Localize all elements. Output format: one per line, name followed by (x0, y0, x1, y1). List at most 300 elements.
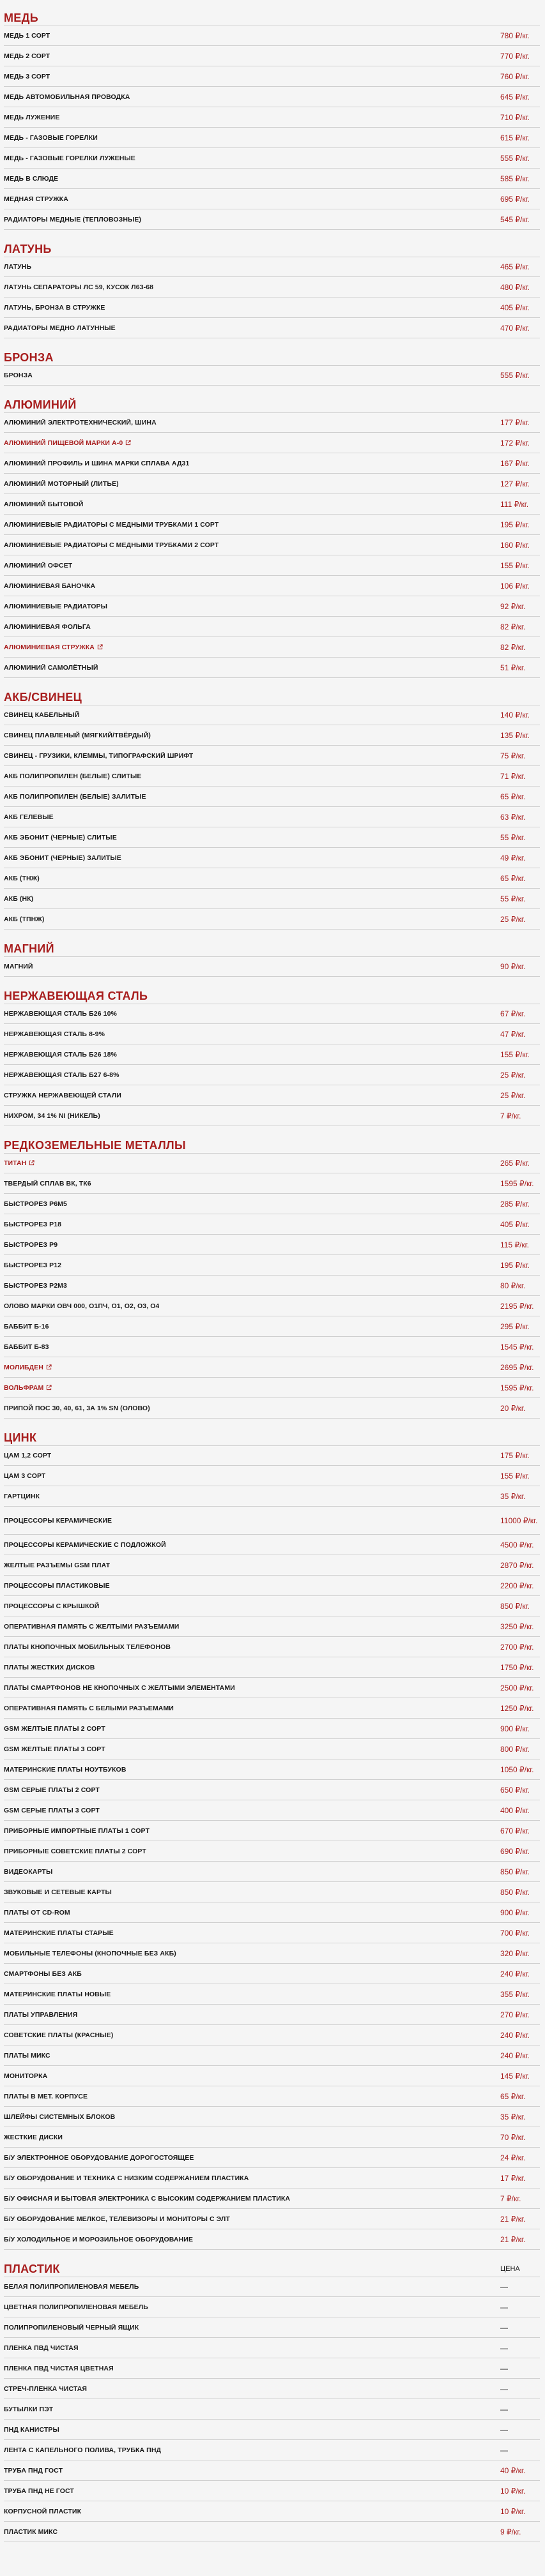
item-price: 55 ₽/кг. (500, 894, 526, 903)
item-price: 760 ₽/кг. (500, 72, 530, 81)
item-price: 67 ₽/кг. (500, 1009, 526, 1018)
category-header (4, 941, 540, 956)
price-row (4, 298, 540, 318)
item-price: 10 ₽/кг. (500, 2506, 526, 2516)
price-row (4, 277, 540, 298)
item-name-cell (4, 1888, 112, 1896)
item-name-cell (4, 2508, 81, 2515)
item-price: — (500, 2445, 508, 2455)
price-row (4, 1276, 540, 1296)
item-price: 7 ₽/кг. (500, 2194, 521, 2203)
item-price: — (500, 2404, 508, 2414)
item-name: ПЛАСТИК МИКС (4, 2527, 58, 2536)
price-row (4, 2086, 540, 2107)
item-name-cell (4, 1051, 117, 1058)
price-row (4, 453, 540, 474)
price-row (4, 2229, 540, 2250)
item-price: 2195 ₽/кг. (500, 1301, 534, 1311)
item-price: 49 ₽/кг. (500, 853, 526, 862)
item-name[interactable]: АЛЮМИНИЙ ПИЩЕВОЙ МАРКИ А-0 (4, 439, 123, 447)
item-price: 710 ₽/кг. (500, 112, 530, 122)
price-row (4, 2420, 540, 2440)
category-spacer (4, 2250, 540, 2261)
item-name-cell (4, 1517, 112, 1525)
item-price: 465 ₽/кг. (500, 262, 530, 271)
item-name-cell (4, 2324, 139, 2331)
price-row (4, 1841, 540, 1862)
item-name: СВИНЕЦ ПЛАВЛЕНЫЙ (МЯГКИЙ/ТВЁРДЫЙ) (4, 731, 151, 739)
item-name: МАТЕРИНСКИЕ ПЛАТЫ НОУТБУКОВ (4, 1765, 127, 1774)
price-row (4, 257, 540, 277)
item-name-cell (4, 603, 107, 610)
item-name-cell (4, 52, 50, 60)
price-row (4, 515, 540, 535)
item-price: 172 ₽/кг. (500, 438, 530, 448)
item-price: 11000 ₽/кг. (500, 1516, 538, 1525)
price-row (4, 1004, 540, 1024)
price-row (4, 2399, 540, 2420)
price-row (4, 1984, 540, 2005)
price-row (4, 2107, 540, 2127)
item-name: ПРОЦЕССОРЫ КЕРАМИЧЕСКИЕ (4, 1516, 112, 1525)
item-name-cell (4, 1562, 110, 1569)
item-name: МЕДЬ ЛУЖЕНИЕ (4, 113, 60, 121)
item-name: ПЛЕНКА ПВД ЧИСТАЯ ЦВЕТНАЯ (4, 2364, 114, 2372)
price-row (4, 746, 540, 766)
price-row (4, 1964, 540, 1984)
item-price: 670 ₽/кг. (500, 1826, 530, 1835)
category-header (4, 241, 540, 257)
item-price: 167 ₽/кг. (500, 458, 530, 468)
external-link-icon[interactable] (46, 1364, 52, 1370)
item-name: ТРУБА ПНД НЕ ГОСТ (4, 2487, 74, 2495)
price-row (4, 1486, 540, 1507)
price-row (4, 2209, 540, 2229)
price-row (4, 1657, 540, 1678)
item-name-cell (4, 1241, 58, 1249)
item-name: ПРОЦЕССОРЫ С КРЫШКОЙ (4, 1602, 100, 1610)
item-price: 355 ₽/кг. (500, 1989, 530, 1999)
item-name: GSM ЖЕЛТЫЕ ПЛАТЫ 3 СОРТ (4, 1745, 105, 1753)
price-row (4, 1255, 540, 1276)
item-price: — (500, 2425, 508, 2434)
item-name-cell (4, 1302, 159, 1310)
item-price: 82 ₽/кг. (500, 642, 526, 652)
item-name-cell (4, 1786, 100, 1794)
price-row (4, 1044, 540, 1065)
item-name: ВИДЕОКАРТЫ (4, 1867, 53, 1876)
price-row (4, 1085, 540, 1106)
price-row (4, 2025, 540, 2045)
item-price: 24 ₽/кг. (500, 2153, 526, 2162)
item-price: 75 ₽/кг. (500, 751, 526, 760)
price-row (4, 128, 540, 148)
item-price: — (500, 2302, 508, 2312)
price-row[interactable] (4, 1378, 540, 1398)
item-price: 21 ₽/кг. (500, 2214, 526, 2224)
category-title: АКБ/СВИНЕЦ (4, 690, 82, 704)
item-name-cell (4, 1092, 121, 1099)
category-magniy (4, 941, 540, 977)
item-price: — (500, 2323, 508, 2332)
item-name-cell (4, 480, 119, 488)
category-spacer (4, 1126, 540, 1138)
category-header (4, 10, 540, 26)
item-name-cell (4, 501, 84, 508)
price-row (4, 2148, 540, 2168)
price-row (4, 1698, 540, 1719)
item-price: 1250 ₽/кг. (500, 1703, 534, 1713)
item-price: 690 ₽/кг. (500, 1846, 530, 1856)
item-name[interactable]: МОЛИБДЕН (4, 1363, 43, 1371)
item-price: 295 ₽/кг. (500, 1322, 530, 1331)
item-price: 140 ₽/кг. (500, 711, 530, 719)
item-name-cell (4, 2385, 87, 2393)
price-row (4, 1780, 540, 1800)
price-row (4, 725, 540, 746)
item-price: 770 ₽/кг. (500, 51, 530, 61)
price-row[interactable] (4, 1357, 540, 1378)
item-name: АЛЮМИНИЕВАЯ ФОЛЬГА (4, 622, 91, 631)
price-row (4, 365, 540, 386)
category-title: ЦИНК (4, 1431, 37, 1444)
item-price: 2200 ₽/кг. (500, 1581, 534, 1590)
item-price: 4500 ₽/кг. (500, 1540, 534, 1549)
category-spacer (4, 386, 540, 397)
price-row (4, 2460, 540, 2481)
price-row (4, 1923, 540, 1943)
item-price: 65 ₽/кг. (500, 792, 526, 801)
item-name: Б/У ЭЛЕКТРОННОЕ ОБОРУДОВАНИЕ ДОРОГОСТОЯЩЕЕ (4, 2153, 194, 2162)
item-name: ПЛАТЫ КНОПОЧНЫХ МОБИЛЬНЫХ ТЕЛЕФОНОВ (4, 1643, 171, 1651)
external-link-icon[interactable] (125, 440, 131, 446)
item-name: Б/У ОФИСНАЯ И БЫТОВАЯ ЭЛЕКТРОНИКА С ВЫСОКИМ СОДЕРЖАНИЕМ ПЛАСТИКА (4, 2194, 291, 2203)
price-row (4, 1678, 540, 1698)
item-name-cell (4, 2406, 53, 2413)
item-name: АЛЮМИНИЕВЫЕ РАДИАТОРЫ С МЕДНЫМИ ТРУБКАМИ 1 СОРТ (4, 520, 219, 529)
category-spacer (4, 1419, 540, 1430)
item-name-cell (4, 521, 219, 529)
item-link[interactable] (4, 1384, 52, 1392)
item-price: 585 ₽/кг. (500, 174, 530, 183)
item-name-cell (4, 1452, 51, 1459)
price-row (4, 1507, 540, 1535)
price-row[interactable] (4, 433, 540, 453)
item-price: 555 ₽/кг. (500, 371, 530, 380)
category-spacer (4, 678, 540, 689)
item-price: 21 ₽/кг. (500, 2234, 526, 2244)
price-row (4, 2045, 540, 2066)
item-name: СМАРТФОНЫ БЕЗ АКБ (4, 1970, 82, 1978)
price-row (4, 1316, 540, 1337)
item-price: 63 ₽/кг. (500, 812, 526, 822)
item-price: 9 ₽/кг. (500, 2527, 521, 2536)
item-name-cell (4, 1200, 67, 1208)
external-link-icon[interactable] (29, 1160, 35, 1166)
price-row (4, 1576, 540, 1596)
item-name: СТРЕЧ-ПЛЕНКА ЧИСТАЯ (4, 2384, 88, 2393)
item-price: 800 ₽/кг. (500, 1744, 530, 1754)
item-price: 175 ₽/кг. (500, 1451, 530, 1460)
price-row (4, 2481, 540, 2501)
category-plastik (4, 2261, 540, 2542)
item-name-cell (4, 1405, 150, 1412)
item-price: 80 ₽/кг. (500, 1281, 526, 1290)
item-name-cell (4, 1684, 235, 1692)
item-price: 25 ₽/кг. (500, 914, 526, 924)
category-title: АЛЮМИНИЙ (4, 398, 77, 411)
item-name: ПРИБОРНЫЕ СОВЕТСКИЕ ПЛАТЫ 2 СОРТ (4, 1847, 146, 1855)
item-price: 700 ₽/кг. (500, 1928, 530, 1938)
price-row (4, 766, 540, 787)
item-name: АЛЮМИНИЕВЫЕ РАДИАТОРЫ С МЕДНЫМИ ТРУБКАМИ 2 СОРТ (4, 541, 219, 549)
category-header (4, 350, 540, 365)
item-name: ПЛАТЫ УПРАВЛЕНИЯ (4, 2010, 78, 2019)
item-name-cell (4, 813, 54, 821)
item-name: НЕРЖАВЕЮЩАЯ СТАЛЬ Б26 10% (4, 1010, 117, 1018)
item-name: ОЛОВО МАРКИ ОВЧ 000, О1ПЧ, О1, О2, О3, О4 (4, 1302, 160, 1310)
external-link-icon[interactable] (46, 1385, 52, 1390)
item-price: 65 ₽/кг. (500, 873, 526, 883)
item-name-cell (4, 304, 105, 312)
item-name: МЕДЬ - ГАЗОВЫЕ ГОРЕЛКИ ЛУЖЕНЫЕ (4, 154, 135, 162)
item-link[interactable] (4, 1364, 52, 1371)
category-header (4, 988, 540, 1004)
item-name: ЛЕНТА С КАПЕЛЬНОГО ПОЛИВА, ТРУБКА ПНД (4, 2446, 162, 2454)
item-price: — (500, 2363, 508, 2373)
price-row (4, 705, 540, 725)
item-name-cell (4, 154, 135, 162)
item-name-cell (4, 216, 141, 223)
price-row (4, 209, 540, 230)
item-name-cell (4, 1282, 67, 1290)
item-name[interactable]: ВОЛЬФРАМ (4, 1383, 44, 1392)
item-name-cell (4, 1705, 174, 1712)
item-name: ПРИБОРНЫЕ ИМПОРТНЫЕ ПЛАТЫ 1 СОРТ (4, 1827, 150, 1835)
item-price: 2700 ₽/кг. (500, 1642, 534, 1652)
item-name: МЕДНАЯ СТРУЖКА (4, 195, 68, 203)
item-name: КОРПУСНОЙ ПЛАСТИК (4, 2507, 82, 2515)
item-name[interactable]: ТИТАН (4, 1159, 27, 1167)
external-link-icon[interactable] (97, 644, 103, 650)
item-name-cell (4, 1623, 179, 1631)
item-name-cell (4, 134, 98, 142)
price-row (4, 909, 540, 930)
item-price: 145 ₽/кг. (500, 2071, 530, 2081)
item-price: 555 ₽/кг. (500, 153, 530, 163)
item-name-cell (4, 1343, 49, 1351)
item-name-cell (4, 1112, 100, 1120)
item-name: МОНИТОРКА (4, 2072, 48, 2080)
item-name-cell (4, 2052, 50, 2060)
price-row (4, 1616, 540, 1637)
item-price: 155 ₽/кг. (500, 561, 530, 570)
item-price: 1050 ₽/кг. (500, 1765, 534, 1774)
price-row (4, 1214, 540, 1235)
price-row (4, 827, 540, 848)
item-name: ЛАТУНЬ, БРОНЗА В СТРУЖКЕ (4, 303, 105, 312)
price-row[interactable] (4, 1153, 540, 1173)
item-name: ПРОЦЕССОРЫ КЕРАМИЧЕСКИЕ С ПОДЛОЖКОЙ (4, 1540, 166, 1549)
item-name: АКБ (ТНЖ) (4, 874, 40, 882)
item-price: 92 ₽/кг. (500, 601, 526, 611)
item-name: БЫСТРОРЕЗ Р18 (4, 1220, 62, 1228)
item-name-cell (4, 854, 121, 862)
price-row (4, 66, 540, 87)
item-name: Б/У ОБОРУДОВАНИЕ МЕЛКОЕ, ТЕЛЕВИЗОРЫ И МОНИТОРЫ С ЭЛТ (4, 2215, 230, 2223)
price-row (4, 1862, 540, 1882)
price-row (4, 535, 540, 555)
price-row (4, 787, 540, 807)
item-name: МАТЕРИНСКИЕ ПЛАТЫ НОВЫЕ (4, 1990, 111, 1998)
item-name-cell (4, 623, 91, 631)
item-name: АЛЮМИНИЙ ПРОФИЛЬ И ШИНА МАРКИ СПЛАВА АД31 (4, 459, 190, 467)
category-aluminium (4, 397, 540, 678)
item-price: 2695 ₽/кг. (500, 1362, 534, 1372)
item-name: СОВЕТСКИЕ ПЛАТЫ (КРАСНЫЕ) (4, 2031, 114, 2039)
category-title: МЕДЬ (4, 11, 38, 24)
item-name: ПОЛИПРОПИЛЕНОВЫЙ ЧЕРНЫЙ ЯЩИК (4, 2323, 139, 2331)
price-row (4, 2297, 540, 2317)
category-spacer (4, 338, 540, 350)
item-name-cell (4, 2467, 63, 2474)
item-name: ПЛАТЫ В МЕТ. КОРПУСЕ (4, 2092, 88, 2100)
item-price: 780 ₽/кг. (500, 31, 530, 40)
price-row (4, 2168, 540, 2188)
price-row (4, 1106, 540, 1126)
item-name-cell (4, 1221, 61, 1228)
item-link[interactable] (4, 644, 103, 651)
item-price: 51 ₽/кг. (500, 663, 526, 672)
item-price: 480 ₽/кг. (500, 282, 530, 292)
item-name: ЛАТУНЬ СЕПАРАТОРЫ ЛС 59, КУСОК Л63-68 (4, 283, 154, 291)
item-link[interactable] (4, 439, 131, 447)
category-med (4, 10, 540, 230)
category-title: БРОНЗА (4, 350, 54, 364)
item-name: АЛЮМИНИЙ САМОЛЁТНЫЙ (4, 663, 98, 672)
item-link[interactable] (4, 1159, 35, 1167)
category-title: НЕРЖАВЕЮЩАЯ СТАЛЬ (4, 989, 148, 1002)
item-name: ПЛАТЫ МИКС (4, 2051, 50, 2060)
item-price: 240 ₽/кг. (500, 2051, 530, 2060)
item-name: ПНД КАНИСТРЫ (4, 2425, 59, 2434)
item-name-cell (4, 772, 142, 780)
item-name: GSM СЕРЫЕ ПЛАТЫ 2 СОРТ (4, 1786, 100, 1794)
item-price: 65 ₽/кг. (500, 2091, 526, 2101)
item-name: АЛЮМИНИЙ ЭЛЕКТРОТЕХНИЧЕСКИЙ, ШИНА (4, 419, 157, 426)
item-price: 265 ₽/кг. (500, 1159, 530, 1168)
item-name-cell (4, 915, 44, 923)
item-name: ШЛЕЙФЫ СИСТЕМНЫХ БЛОКОВ (4, 2113, 116, 2121)
price-column-label: ЦЕНА (500, 2265, 520, 2273)
price-row (4, 2277, 540, 2297)
item-price: 17 ₽/кг. (500, 2173, 526, 2183)
item-price: — (500, 2282, 508, 2291)
item-name-cell (4, 1725, 105, 1733)
item-name-cell (4, 1991, 111, 1998)
price-row (4, 1800, 540, 1821)
price-row (4, 1024, 540, 1044)
item-price: 35 ₽/кг. (500, 1491, 526, 1501)
price-row (4, 1398, 540, 1419)
item-name: АЛЮМИНИЙ БЫТОВОЙ (4, 500, 84, 508)
item-name: БЫСТРОРЕЗ Р6М5 (4, 1200, 67, 1208)
item-name: ЦАМ 1,2 СОРТ (4, 1452, 52, 1459)
item-name: НИХРОМ, 34 1% NI (НИКЕЛЬ) (4, 1111, 100, 1120)
category-title: МАГНИЙ (4, 942, 54, 955)
item-price: 400 ₽/кг. (500, 1805, 530, 1815)
item-price: 285 ₽/кг. (500, 1199, 530, 1209)
item-name: ЛАТУНЬ (4, 263, 32, 271)
item-name-cell (4, 793, 146, 801)
item-price: 71 ₽/кг. (500, 771, 526, 781)
item-name-cell (4, 195, 68, 203)
item-name-cell (4, 1807, 100, 1814)
item-name: GSM СЕРЫЕ ПЛАТЫ 3 СОРТ (4, 1806, 100, 1814)
price-row (4, 2501, 540, 2522)
category-header (4, 397, 540, 412)
price-row (4, 474, 540, 494)
item-name: ЗВУКОВЫЕ И СЕТЕВЫЕ КАРТЫ (4, 1888, 112, 1896)
price-row (4, 1337, 540, 1357)
price-row (4, 2005, 540, 2025)
item-name-cell (4, 2365, 114, 2372)
item-name-cell (4, 2113, 115, 2121)
category-akb (4, 689, 540, 930)
price-row (4, 1637, 540, 1657)
item-name: ПЛАТЫ СМАРТФОНОВ НЕ КНОПОЧНЫХ С ЖЕЛТЫМИ ЭЛЕМЕНТАМИ (4, 1683, 235, 1692)
item-name-cell (4, 834, 117, 841)
item-name-cell (4, 324, 116, 332)
item-name-cell (4, 1030, 105, 1038)
item-name-cell (4, 1071, 119, 1079)
item-name: БЫСТРОРЕЗ Р2М3 (4, 1281, 67, 1290)
item-price: 545 ₽/кг. (500, 215, 530, 224)
item-name: МЕДЬ АВТОМОБИЛЬНАЯ ПРОВОДКА (4, 93, 130, 101)
item-name-cell (4, 283, 153, 291)
item-price: 177 ₽/кг. (500, 418, 530, 427)
price-row (4, 1445, 540, 1466)
item-name: ОПЕРАТИВНАЯ ПАМЯТЬ С ЖЕЛТЫМИ РАЗЪЕМАМИ (4, 1622, 180, 1631)
item-name: МЕДЬ 1 СОРТ (4, 32, 50, 40)
category-header (4, 2261, 540, 2277)
item-name[interactable]: АЛЮМИНИЕВАЯ СТРУЖКА (4, 643, 95, 651)
price-row[interactable] (4, 637, 540, 658)
price-row (4, 1466, 540, 1486)
category-spacer (4, 230, 540, 241)
item-name-cell (4, 963, 33, 970)
item-name-cell (4, 711, 79, 719)
price-row (4, 1739, 540, 1759)
price-row (4, 1759, 540, 1780)
item-name: БЫСТРОРЕЗ Р9 (4, 1240, 58, 1249)
item-name: БУТЫЛКИ ПЭТ (4, 2405, 54, 2413)
category-latun (4, 241, 540, 338)
item-name: СВИНЕЦ - ГРУЗИКИ, КЛЕММЫ, ТИПОГРАФСКИЙ ШРИФТ (4, 751, 194, 760)
item-name: АКБ (ТПНЖ) (4, 915, 45, 923)
price-row (4, 148, 540, 169)
item-name: ЖЕСТКИЕ ДИСКИ (4, 2133, 63, 2141)
item-price: 1545 ₽/кг. (500, 1342, 534, 1352)
item-price: 240 ₽/кг. (500, 2030, 530, 2040)
item-price: 106 ₽/кг. (500, 581, 530, 591)
item-name: ПРОЦЕССОРЫ ПЛАСТИКОВЫЕ (4, 1581, 110, 1590)
item-price: 20 ₽/кг. (500, 1403, 526, 1413)
price-row (4, 2358, 540, 2379)
item-name-cell (4, 2528, 58, 2536)
item-name: АКБ ПОЛИПРОПИЛЕН (БЕЛЫЕ) ЗАЛИТЫЕ (4, 792, 146, 801)
item-name-cell (4, 1848, 146, 1855)
